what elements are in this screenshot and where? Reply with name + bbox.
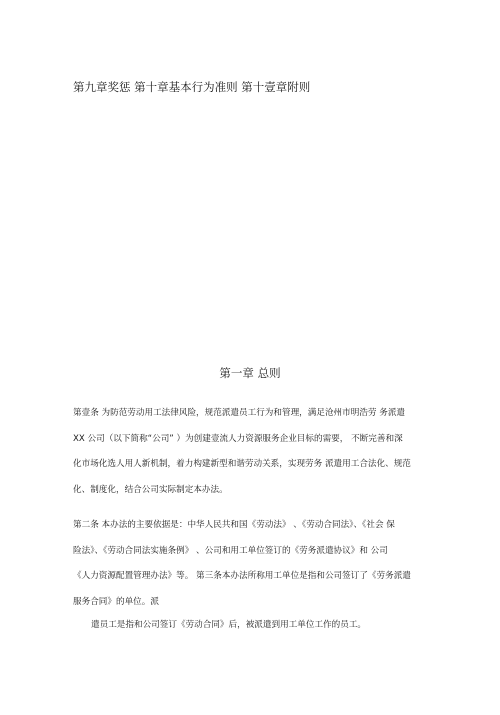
dispatched-employee-definition: 遣员工是指和公司签订《劳动合同》后，被派遣到用工单位工作的员工。 — [91, 620, 367, 630]
text-line: 第二条 本办法的主要依据是：中华人民共和国《劳动法》 、《劳动合同法》、《社会 保 — [73, 520, 395, 530]
text-line: 化、制度化，结合公司实际制定本办法。 — [73, 485, 228, 496]
article-2-paragraph — [73, 513, 425, 616]
text-line: 第壹条 为防范劳动用工法律风险，规范派遣员工行为和管理，满足沧州市明浩劳 务派遣 — [73, 408, 406, 418]
text-line: XX 公司（以下简称“公司” ）为创建壹流人力资源服务企业目标的需要， 不断完善和深 — [73, 433, 403, 444]
text-line: 化市场化选人用人新机制，着力构建新型和谐劳动关系，实现劳务 派遣用工合法化、规范 — [73, 459, 411, 470]
chapter-title: 第一章 总则 — [219, 366, 281, 380]
table-of-contents-line: 第九章奖惩 第十章基本行为准则 第十壹章附则 — [73, 80, 311, 94]
article-1-paragraph — [73, 401, 425, 504]
text-line: 险法》、《劳动合同法实施条例》 、公司和用工单位签订的《劳务派遣协议》和 公司 — [73, 545, 388, 556]
text-line: 《人力资源配置管理办法》等。 第三条本办法所称用工单位是指和公司签订了《劳务派遣 — [73, 571, 411, 582]
text-line: 服务合同》的单位。派 — [73, 597, 159, 608]
